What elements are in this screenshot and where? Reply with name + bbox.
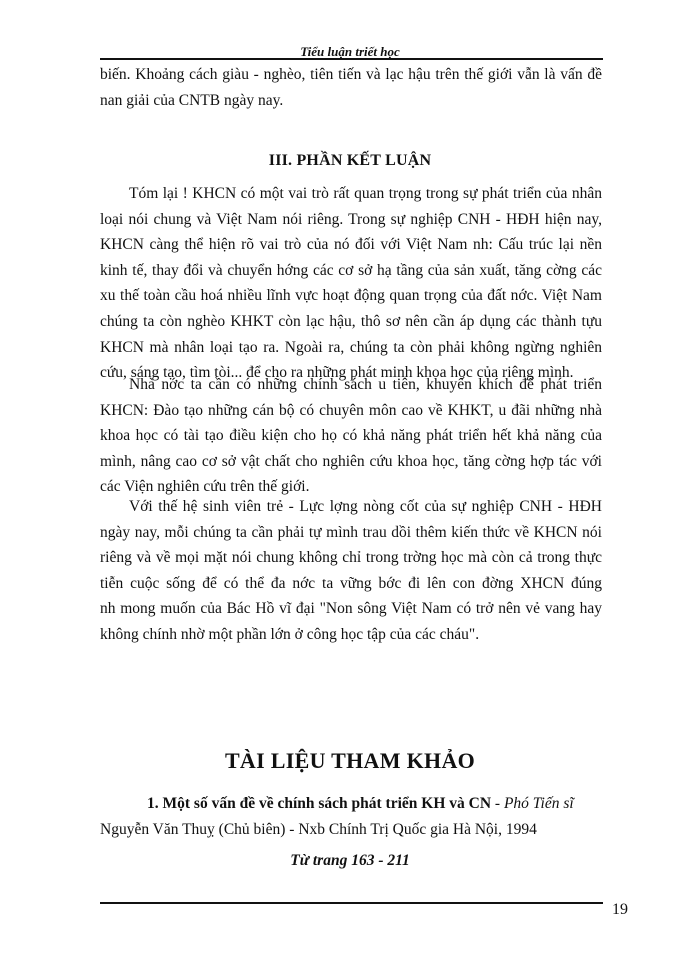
text-line: kinh tế, thay đổi và chuyển hớng các cơ sở hạ tầng của sản xuất, tăng cờng các <box>100 261 602 279</box>
text-line: biến. Khoảng cách giàu - nghèo, tiên tiến và lạc hậu trên thế giới vẫn là vấn đề <box>100 66 602 83</box>
text-line: tiễn cuộc sống để có thể đa nớc ta vững bớc đi lên con đờng XHCN đúng <box>100 574 602 592</box>
text-line: chúng ta còn nghèo KHKT còn lạc hậu, thô sơ nên cần áp dụng các thành tựu <box>100 312 602 330</box>
section-heading: III. PHẦN KẾT LUẬN <box>268 152 432 169</box>
text-line: cứu, sáng tạo, tìm tòi... để cho ra những phát minh khoa học của riêng mình. <box>100 364 574 382</box>
reference-authors: - Phó Tiến sĩ <box>491 795 574 812</box>
text-line: Tóm lại ! KHCN có một vai trò rất quan trọng trong sự phát triển của nhân <box>129 185 602 202</box>
text-line: nh mong muốn của Bác Hồ vĩ đại "Non sông Việt Nam có trở nên vẻ vang hay <box>100 600 602 618</box>
running-header-title: Tiểu luận triết học <box>300 44 400 59</box>
conclusion-paragraph-3 <box>100 494 602 648</box>
conclusion-paragraph-1 <box>100 181 602 386</box>
text-line: KHCN càng thể hiện rõ vai trò của nó đối với Việt Nam nh: Cấu trúc lại nền <box>100 236 602 254</box>
text-line: Nhà nớc ta cần có những chính sách u tiên, khuyến khích để phát triển <box>129 376 602 393</box>
text-line: không chính nhờ một phần lớn ở công học tập của các cháu". <box>100 625 480 643</box>
text-line: Với thế hệ sinh viên trẻ - Lực lợng nòng cốt của sự nghiệp CNH - HĐH <box>129 498 602 515</box>
footer-rule <box>100 902 603 904</box>
reference-item <box>100 791 602 842</box>
text-line: khoa học có tài tạo điều kiện cho họ có khả năng phát triển hết khả năng của <box>100 427 602 445</box>
reference-pages: Từ trang 163 - 211 <box>290 852 410 869</box>
text-line: riêng và về mọi mặt nói chung không chỉ trong trờng học mà còn cả trong thực <box>100 549 602 567</box>
reference-title: 1. Một số vấn đề về chính sách phát triển KH và CN <box>147 795 492 812</box>
text-line: xu thế toàn cầu hoá nhiều lĩnh vực hoạt động quan trọng của đất nớc. Việt Nam <box>100 287 602 305</box>
text-line: KHCN mà nhân loại tạo ra. Ngoài ra, chúng ta còn phải không ngừng nghiên <box>100 338 602 356</box>
reference-publisher: Nguyễn Văn Thuỵ (Chủ biên) - Nxb Chính Trị Quốc gia Hà Nội, 1994 <box>100 820 537 838</box>
text-line: mình, nâng cao cơ sở vật chất cho nghiên cứu khoa học, tăng cờng hợp tác với <box>100 452 602 470</box>
header-rule <box>100 58 603 60</box>
conclusion-paragraph-2 <box>100 372 602 500</box>
text-line: KHCN: Đào tạo những cán bộ có chuyên môn cao về KHKT, u đãi những nhà <box>100 401 602 419</box>
reference-line <box>100 791 602 817</box>
page-number: 19 <box>612 901 628 918</box>
text-line: ngày nay, mỗi chúng ta cần phải tự mình trau dồi thêm kiến thức về KHCN nói <box>100 523 602 541</box>
text-line: các Viện nghiên cứu trên thế giới. <box>100 478 310 496</box>
references-heading: TÀI LIỆU THAM KHẢO <box>224 748 476 773</box>
text-line: loại nói chung và Việt Nam nói riêng. Trong sự nghiệp CNH - HĐH hiện nay, <box>100 210 602 228</box>
intro-paragraph <box>100 62 602 113</box>
text-line: nan giải của CNTB ngày nay. <box>100 91 284 109</box>
